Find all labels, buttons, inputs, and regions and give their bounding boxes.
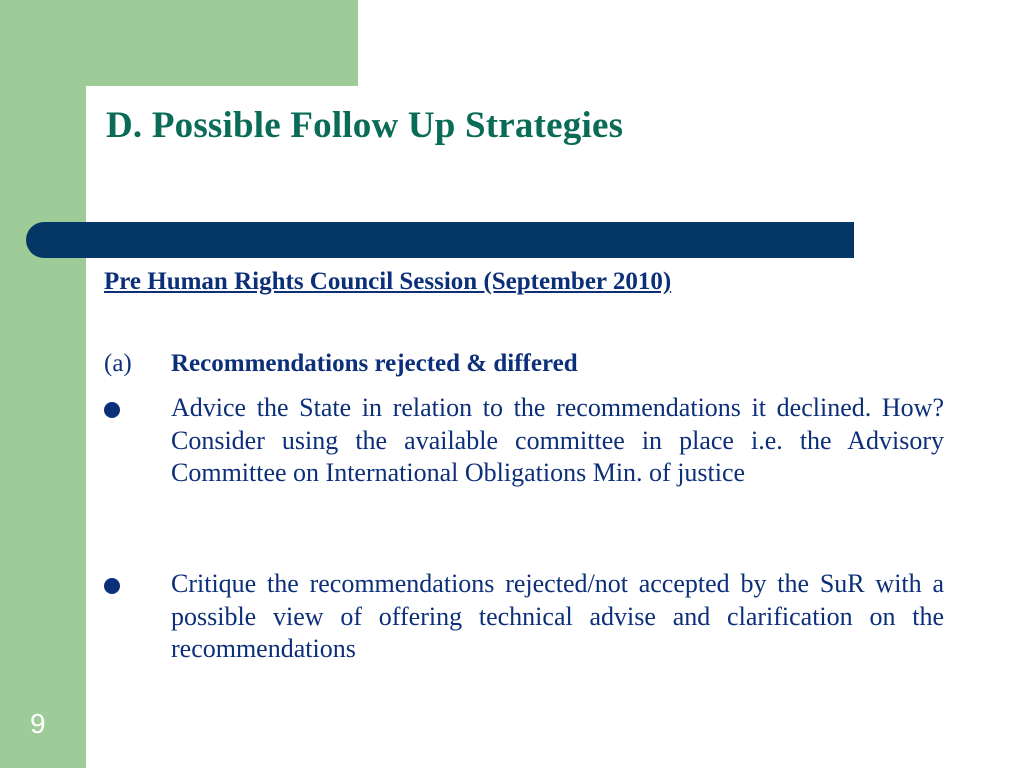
item-label: (a) — [104, 350, 132, 377]
bullet-text-2: Critique the recommendations rejected/not accepted by the SuR with a possible view of offering technical advise and clarification on the recommendations — [171, 569, 944, 663]
slide-title: D. Possible Follow Up Strategies — [106, 105, 624, 146]
bullet-icon — [104, 402, 120, 418]
section-subheading: Pre Human Rights Council Session (September 2010) — [104, 268, 672, 295]
decorative-title-bar — [26, 222, 854, 258]
item-heading: Recommendations rejected & differed — [171, 350, 578, 377]
page-number: 9 — [30, 708, 46, 739]
bullet-icon — [104, 578, 120, 594]
green-frame-left — [0, 0, 86, 768]
green-frame-top — [0, 0, 358, 86]
bullet-text-1: Advice the State in relation to the recommendations it declined. How? Consider using the available committee in place i.e. the Advisory Committee on International Obligations Min. of justice — [171, 393, 944, 487]
